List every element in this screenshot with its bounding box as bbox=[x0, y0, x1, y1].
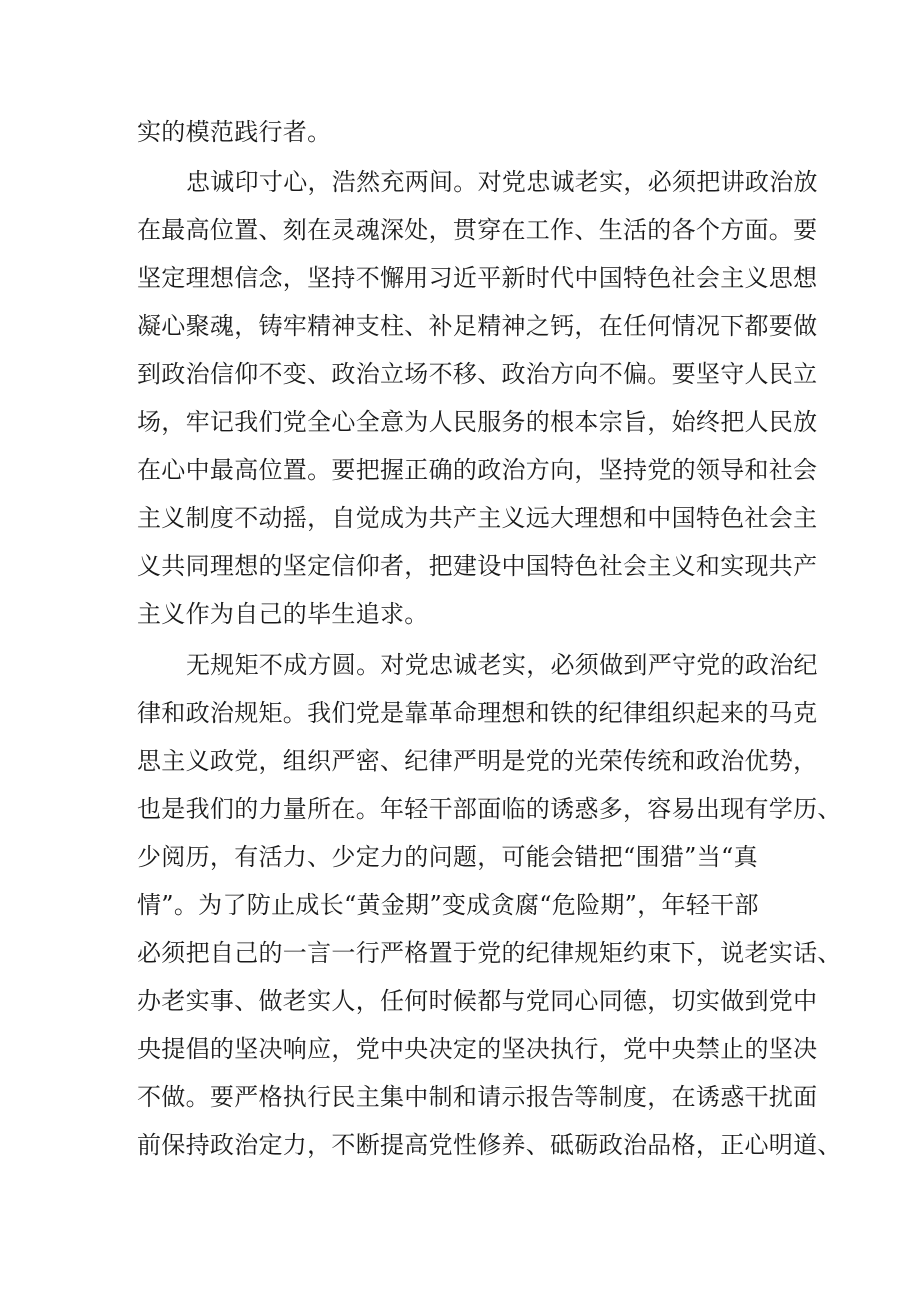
text-line: 凝心聚魂，铸牢精神支柱、补足精神之钙，在任何情况下都要做 bbox=[137, 312, 818, 340]
text-line: 办老实事、做老实人，任何时候都与党同心同德，切实做到党中 bbox=[137, 987, 818, 1015]
text-line: 实的模范践行者。 bbox=[137, 118, 332, 146]
text-line: 到政治信仰不变、政治立场不移、政治方向不偏。要坚守人民立 bbox=[137, 360, 818, 388]
text-line: 不做。要严格执行民主集中制和请示报告等制度，在诱惑干扰面 bbox=[137, 1083, 818, 1111]
text-line: 央提倡的坚决响应，党中央决定的坚决执行，党中央禁止的坚决 bbox=[137, 1035, 818, 1063]
text-line: 主义制度不动摇，自觉成为共产主义远大理想和中国特色社会主 bbox=[137, 504, 818, 532]
text-line: 在心中最高位置。要把握正确的政治方向，坚持党的领导和社会 bbox=[137, 456, 818, 484]
text-line: 主义作为自己的毕生追求。 bbox=[137, 600, 429, 628]
text-line: 场，牢记我们党全心全意为人民服务的根本宗旨，始终把人民放 bbox=[137, 408, 818, 436]
paragraph-first-line: 忠诚印寸心，浩然充两间。对党忠诚老实，必须把讲政治放 bbox=[186, 168, 818, 196]
text-line: 少阅历，有活力、少定力的问题，可能会错把“围猎”当“真 bbox=[137, 843, 758, 871]
text-line: 前保持政治定力，不断提高党性修养、砥砺政治品格，正心明道、 bbox=[137, 1131, 842, 1159]
text-line: 义共同理想的坚定信仰者，把建设中国特色社会主义和实现共产 bbox=[137, 552, 818, 580]
text-line: 思主义政党，组织严密、纪律严明是党的光荣传统和政治优势， bbox=[137, 747, 818, 775]
text-line: 必须把自己的一言一行严格置于党的纪律规矩约束下，说老实话、 bbox=[137, 939, 842, 967]
text-line: 律和政治规矩。我们党是靠革命理想和铁的纪律组织起来的马克 bbox=[137, 699, 818, 727]
text-line: 坚定理想信念，坚持不懈用习近平新时代中国特色社会主义思想 bbox=[137, 264, 818, 292]
text-line: 也是我们的力量所在。年轻干部面临的诱惑多，容易出现有学历、 bbox=[137, 795, 842, 823]
text-line: 情”。为了防止成长“黄金期”变成贪腐“危险期”，年轻干部 bbox=[137, 891, 759, 919]
paragraph-first-line: 无规矩不成方圆。对党忠诚老实，必须做到严守党的政治纪 bbox=[186, 651, 818, 679]
text-line: 在最高位置、刻在灵魂深处，贯穿在工作、生活的各个方面。要 bbox=[137, 216, 818, 244]
